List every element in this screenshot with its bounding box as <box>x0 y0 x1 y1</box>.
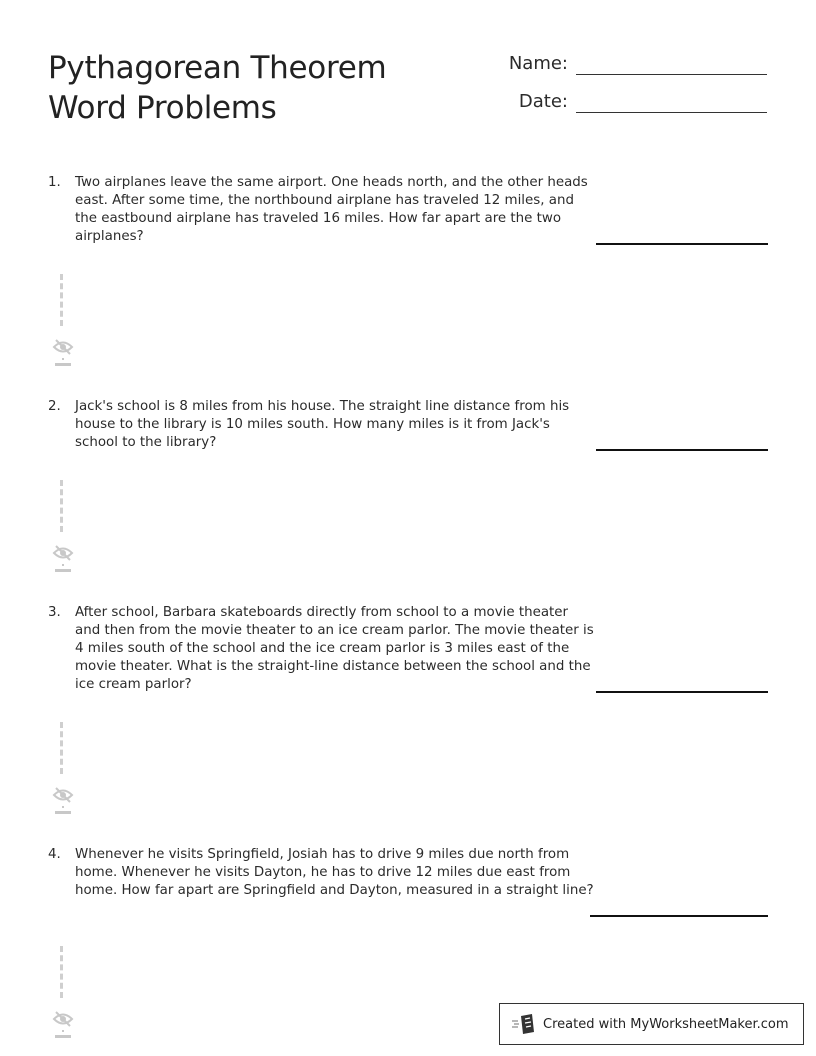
title-line-1: Pythagorean Theorem <box>48 50 387 86</box>
name-field <box>488 53 767 75</box>
date-field <box>488 91 767 113</box>
problem-text: Two airplanes leave the same airport. One heads north, and the other heads east. After some time, the northbound airplane has traveled 12 miles, and the eastbound airplane has traveled 16 miles. How far apart are the two airplanes? <box>75 175 588 244</box>
date-input-line[interactable] <box>576 92 767 113</box>
name-label: Name: <box>508 53 568 74</box>
problem-number: 1. <box>48 175 61 190</box>
worksheet-logo-icon <box>512 1013 536 1035</box>
credit-badge[interactable] <box>499 1003 804 1045</box>
date-label: Date: <box>518 91 568 112</box>
answer-line-2[interactable] <box>596 449 768 451</box>
credit-text: Created with MyWorksheetMaker.com <box>543 1016 789 1032</box>
problem-number: 2. <box>48 399 61 414</box>
dashed-divider <box>60 946 66 998</box>
problem-3 <box>48 604 608 694</box>
problem-number: 3. <box>48 605 61 620</box>
answer-line-4[interactable] <box>590 915 768 917</box>
eye-slash-icon[interactable] <box>52 1010 74 1042</box>
worksheet-title <box>48 48 386 128</box>
dashed-divider <box>60 722 66 774</box>
problem-4 <box>48 846 608 900</box>
problem-2 <box>48 398 608 452</box>
problem-number: 4. <box>48 847 61 862</box>
problem-text: After school, Barbara skateboards directly from school to a movie theater and then from the movie theater to an ice cream parlor. The movie theater is 4 miles south of the school and the ice cream parlor is 3 miles east of the movie theater. What is the straight-line distance between the school and the ice cream parlor? <box>75 605 594 692</box>
answer-line-3[interactable] <box>596 691 768 693</box>
problem-text: Whenever he visits Springfield, Josiah has to drive 9 miles due north from home. Whenever he visits Dayton, he has to drive 12 miles due east from home. How far apart are Springfield and Dayton, measured in a straight line? <box>75 847 594 898</box>
problem-1 <box>48 174 608 246</box>
eye-slash-icon[interactable] <box>52 544 74 576</box>
title-line-2: Word Problems <box>48 90 277 126</box>
eye-slash-icon[interactable] <box>52 786 74 818</box>
dashed-divider <box>60 274 66 326</box>
problem-text: Jack's school is 8 miles from his house. The straight line distance from his house to the library is 10 miles south. How many miles is it from Jack's school to the library? <box>75 399 570 450</box>
eye-slash-icon[interactable] <box>52 338 74 370</box>
name-input-line[interactable] <box>576 54 767 75</box>
dashed-divider <box>60 480 66 532</box>
answer-line-1[interactable] <box>596 243 768 245</box>
